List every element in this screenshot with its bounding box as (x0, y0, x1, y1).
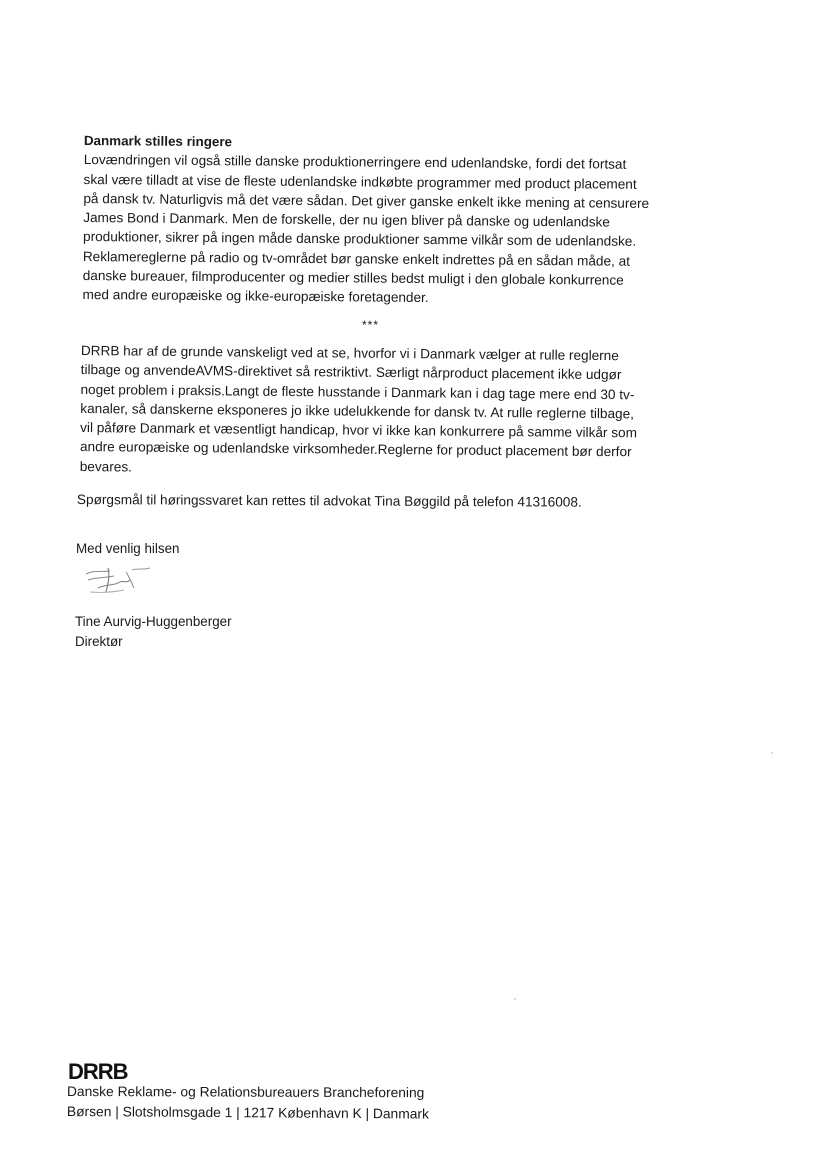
signer-block (75, 612, 232, 651)
signer-title: Direktør (75, 633, 123, 649)
drrb-logo (67, 1060, 147, 1082)
paragraph-line: produktioner, sikrer på ingen måde danske produktioner samme vilkår som de udenlandske. (83, 229, 637, 250)
paragraph-line: Lovændringen vil også stille danske produktionerringere end udenlandske, fordi det fortsat (83, 152, 627, 173)
paragraph-line: skal være tilladt at vise de fleste udenlandske indkøbte programmer med product placement (83, 171, 637, 192)
signer-name: Tine Aurvig-Huggenberger (75, 614, 232, 629)
paragraph-line: bevares. (79, 458, 133, 475)
paragraph-line: på dansk tv. Naturligvis må det være sådan. Det giver ganske enkelt ikke mening at censurere (83, 190, 650, 211)
paragraph-line: tilbage og anvendeAVMS-direktivet så restriktivt. Særligt nårproduct placement ikke udgør (80, 362, 622, 383)
scan-speck (514, 998, 516, 1000)
section-danmark-stilles-ringere (82, 131, 683, 310)
paragraph-line: DRRB har af de grunde vanskeligt ved at se, hvorfor vi i Danmark vælger at rulle reglerne (80, 342, 619, 364)
greeting: Med venlig hilsen (76, 541, 180, 556)
organisation-name: Danske Reklame- og Relationsbureauers Brancheforening (66, 1084, 425, 1101)
paragraph-line: med andre europæiske og ikke-europæiske foretagender. (82, 287, 429, 306)
paragraph-line: danske bureauer, filmproducenter og medier stilles bedst muligt i den globale konkurrence (82, 268, 624, 288)
scan-speck (771, 752, 773, 754)
section-heading: Danmark stilles ringere (83, 132, 233, 150)
organisation-address: Børsen | Slotsholmsgade 1 | 1217 København K | Danmark (66, 1104, 429, 1122)
paragraph-line: Reklamereglerne på radio og tv-området bør ganske enkelt indrettes på en sådan måde, at (82, 248, 631, 269)
logo-text: DRRB (68, 1060, 128, 1082)
section-separator: *** (362, 318, 380, 332)
paragraph-line: andre europæiske og udenlandske virksomheder.Reglerne for product placement bør derfor (79, 439, 632, 460)
contact-sentence: Spørgsmål til høringssvaret kan rettes til advokat Tina Bøggild på telefon 41316008. (76, 492, 582, 510)
letterhead-footer (67, 1060, 429, 1122)
handwritten-signature (80, 562, 160, 598)
paragraph-line: vil påføre Danmark et væsentligt handicap, hvor vi ikke kan konkurrere på samme vilkår som (80, 420, 638, 441)
section-conclusion (80, 341, 681, 482)
paragraph-line: kanaler, så danskerne eksponeres jo ikke udelukkende for dansk tv. At rulle reglerne tilbage, (80, 400, 635, 422)
paragraph-line: noget problem i praksis.Langt de fleste husstande i Danmark kan i dag tage mere end 30 tv- (80, 381, 635, 402)
paragraph-line: James Bond i Danmark. Men de forskelle, der nu igen bliver på danske og udenlandske (83, 210, 610, 230)
